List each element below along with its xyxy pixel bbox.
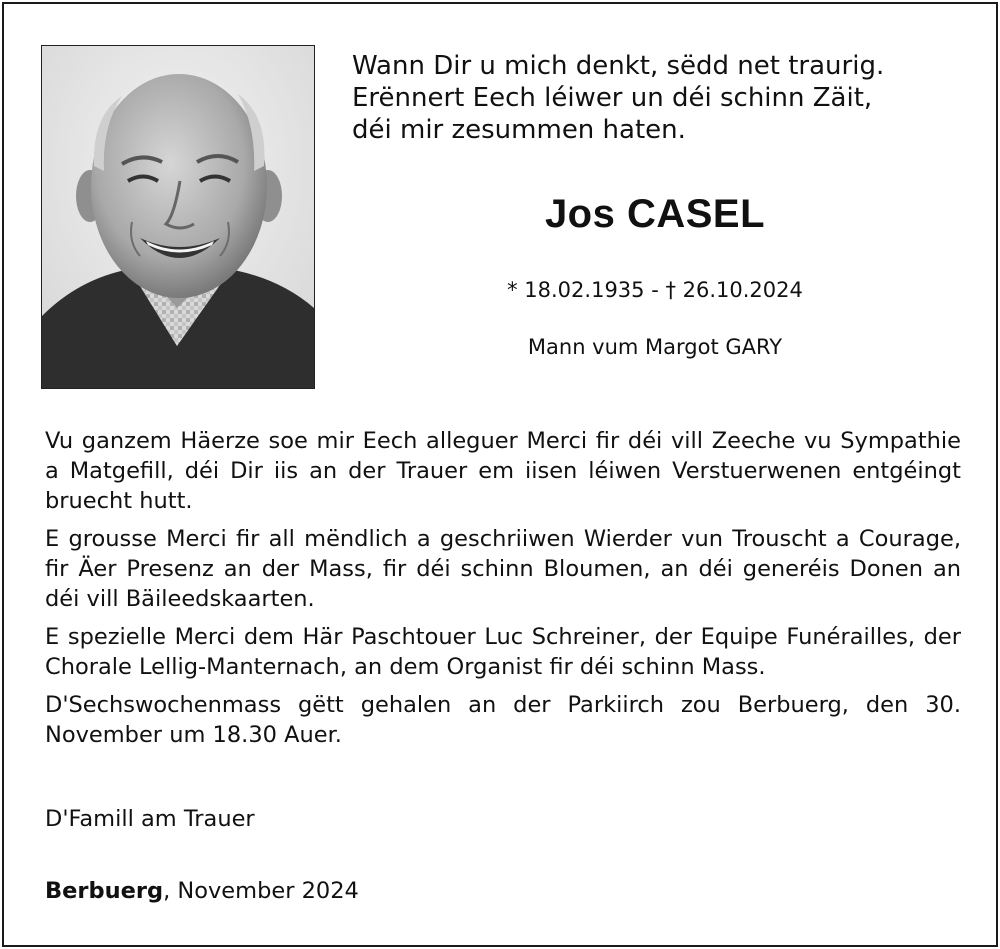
body-paragraph: Vu ganzem Häerze soe mir Eech alleguer Merci fir déi vill Zeeche vu Sympathie a Matgefill, déi Dir iis an der Trauer em iisen léiwen Verstuerwenen entgéingt bruecht hutt. (45, 428, 961, 514)
body-paragraph: E grousse Merci fir all mëndlich a geschriiwen Wierder vun Trouscht a Courage, fir Äer Presenz an der Mass, fir déi schinn Bloumen, an déi generéis Donen an déi vill Bäileedskaarten. (45, 526, 961, 612)
spouse-relation: Mann vum Margot GARY (527, 335, 783, 359)
verse-line: Erënnert Eech léiwer un déi schinn Zäit, (352, 83, 873, 113)
family-signature: D'Famill am Trauer (45, 806, 255, 832)
thank-you-text (45, 426, 961, 758)
town-name: Berbuerg (45, 878, 164, 904)
notice-date: , November 2024 (163, 878, 359, 904)
body-paragraph: E spezielle Merci dem Här Paschtouer Luc Schreiner, der Equipe Funérailles, der Chorale Lellig-Manternach, an dem Organist fir déi schinn Mass. (45, 624, 961, 680)
verse-line: déi mir zesummen haten. (352, 115, 686, 145)
memorial-verse (352, 50, 972, 146)
portrait-photo (41, 45, 315, 389)
deceased-name: Jos CASEL (544, 192, 766, 236)
verse-line: Wann Dir u mich denkt, sëdd net traurig. (352, 51, 885, 81)
place-and-date (45, 878, 359, 904)
body-paragraph: D'Sechswochenmass gëtt gehalen an der Parkiirch zou Berbuerg, den 30. November um 18.30 Auer. (45, 692, 961, 748)
life-dates: * 18.02.1935 - † 26.10.2024 (507, 278, 803, 302)
